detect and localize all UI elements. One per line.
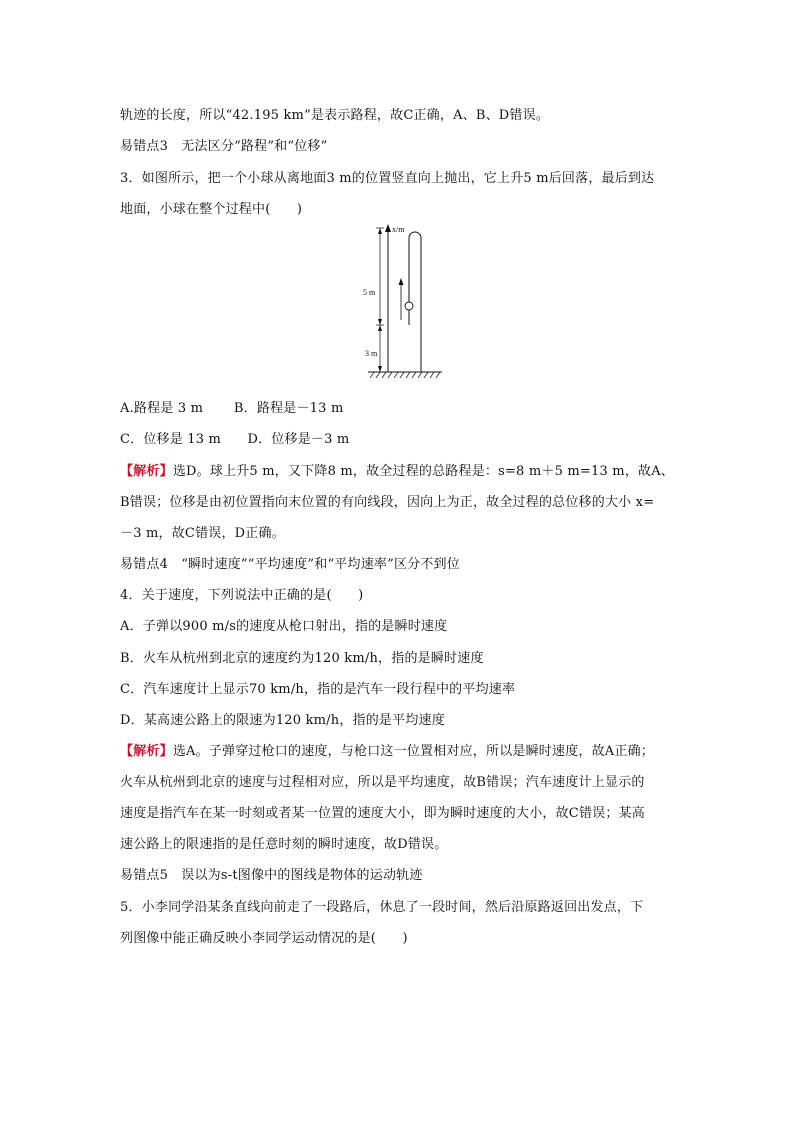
option-d: D．某高速公路上的限速为120 km/h，指的是平均速度 xyxy=(120,713,445,728)
text-line: 速度是指汽车在某一时刻或者某一位置的速度大小，即为瞬时速度的大小，故C错误；某高 xyxy=(120,806,645,821)
analysis-text: 选D。球上升5 m，又下降8 m，故全过程的总路程是：s=8 m＋5 m=13 m，故A、 xyxy=(172,464,675,479)
option-b: B．火车从杭州到北京的速度约为120 km/h，指的是瞬时速度 xyxy=(120,651,484,666)
option-ab: A.路程是 3 m B．路程是－13 m xyxy=(120,401,344,416)
question-3: 3．如图所示，把一个小球从离地面3 m的位置竖直向上抛出，它上升5 m后回落，最后到达 xyxy=(120,171,655,186)
option-cd: C．位移是 13 m D．位移是－3 m xyxy=(120,432,350,447)
question-4: 4．关于速度，下列说法中正确的是( ) xyxy=(120,588,364,603)
text-line: B错误；位移是由初位置指向末位置的有向线段，因向上为正，故全过程的总位移的大小 x= xyxy=(120,495,655,510)
option-c: C．汽车速度计上显示70 km/h，指的是汽车一段行程中的平均速率 xyxy=(120,682,516,697)
label-3m: 3 m xyxy=(365,349,378,358)
text-line: 轨迹的长度，所以“42.195 km”是表示路程，故C正确，A、B、D错误。 xyxy=(120,108,550,123)
label-5m: 5 m xyxy=(363,288,376,297)
question-5-cont: 列图像中能正确反映小李同学运动情况的是( ) xyxy=(120,931,408,946)
question-5: 5．小李同学沿某条直线向前走了一段路后，休息了一段时间，然后沿原路返回出发点，下 xyxy=(120,900,644,915)
section-heading: 易错点3 无法区分“路程”和“位移” xyxy=(120,139,328,154)
axis-label: x/m xyxy=(392,225,405,234)
text-line: －3 m，故C错误，D正确。 xyxy=(120,526,285,541)
question-3-cont: 地面，小球在整个过程中( ) xyxy=(120,202,303,217)
analysis-tag: 【解析】 xyxy=(120,464,173,479)
analysis-3 xyxy=(120,460,674,479)
analysis-4 xyxy=(120,740,654,759)
option-a: A．子弹以900 m/s的速度从枪口射出，指的是瞬时速度 xyxy=(120,619,448,634)
text-line: 速公路上的限速指的是任意时刻的瞬时速度，故D错误。 xyxy=(120,837,448,852)
analysis-tag: 【解析】 xyxy=(120,744,173,759)
analysis-text: 选A。子弹穿过枪口的速度，与枪口这一位置相对应，所以是瞬时速度，故A正确； xyxy=(172,744,654,759)
section-heading: 易错点4 “瞬时速度”“平均速度”和“平均速率”区分不到位 xyxy=(120,557,460,572)
text-line: 火车从杭州到北京的速度与过程相对应，所以是平均速度，故B错误；汽车速度计上显示的 xyxy=(120,775,645,790)
section-heading: 易错点5 误以为s-t图像中的图线是物体的运动轨迹 xyxy=(120,868,423,883)
ball-throw-figure xyxy=(360,222,460,382)
